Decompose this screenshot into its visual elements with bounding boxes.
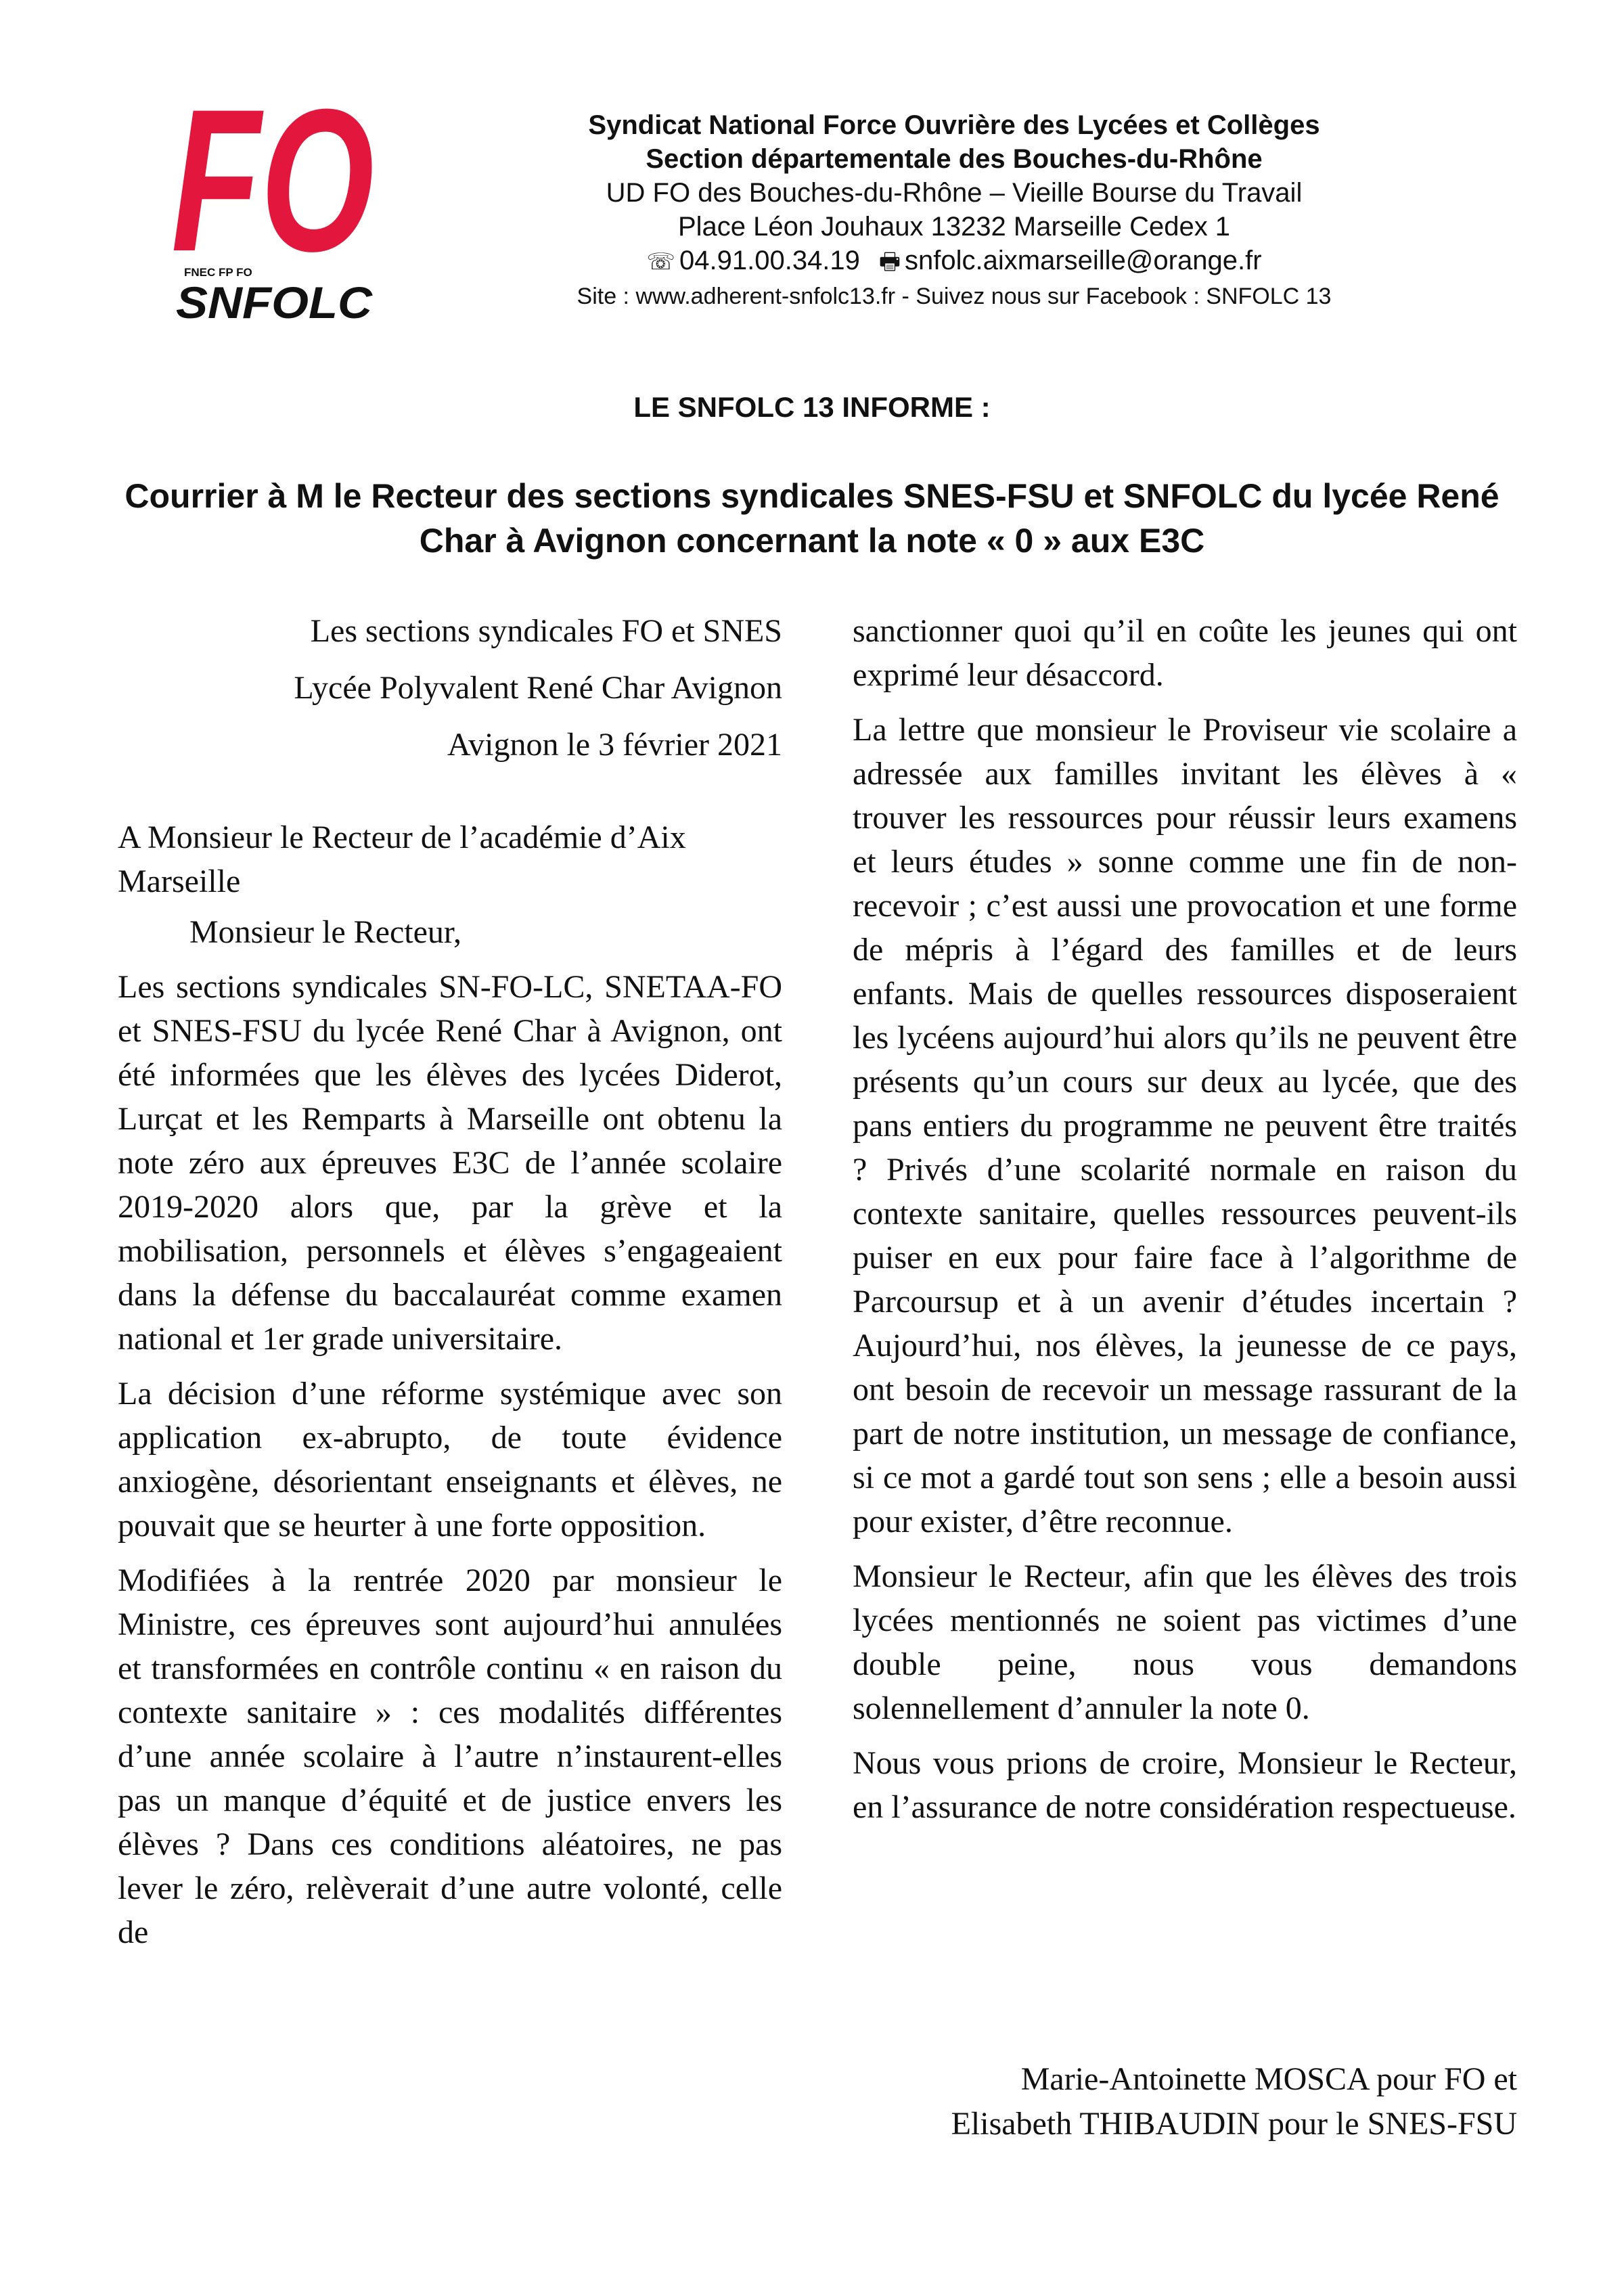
letter-paragraph: La décision d’une réforme systémique avec son application ex-abrupto, de toute évidence anxiogène, désorientant enseignants et élèves, ne pouvait que se heurter à une forte opposition. [118, 1376, 782, 1544]
letter-right-column [853, 609, 1517, 1840]
logo-fnec-text: FNEC FP FO [184, 266, 252, 279]
union-name: Syndicat National Force Ouvrière des Lycées et Collèges [588, 110, 1320, 140]
letter-left-column [118, 609, 782, 1965]
union-address-line2: Place Léon Jouhaux 13232 Marseille Cedex 1 [677, 212, 1231, 242]
contact-line [433, 244, 1475, 279]
fo-snfolc-logo [161, 73, 384, 327]
sender-school: Lycée Polyvalent René Char Avignon [294, 670, 782, 706]
letter-paragraph: Les sections syndicales SN-FO-LC, SNETAA-FO et SNES-FSU du lycée René Char à Avignon, ont été informées que les élèves des lycées Diderot, Lurçat et les Remparts à Marseille ont obtenu la note zéro aux épreuves E3C de l’année scolaire 2019-2020 alors que, par la grève et la mobilisation, personnels et élèves s’engageaient dans la défense du baccalauréat comme examen national et 1er grade universitaire. [118, 969, 782, 1357]
letter-paragraph: La lettre que monsieur le Proviseur vie scolaire a adressée aux familles invitant les élèves à « trouver les ressources pour réussir leurs examens et leurs études » sonne comme une fin de non-recevoir ; c’est aussi une provocation et une forme de mépris à l’égard des familles et de leurs enfants. Mais de quelles ressources disposeraient les lycéens aujourd’hui alors qu’ils ne peuvent être présents qu’un cours sur deux au lycée, que des pans entiers du programme ne peuvent être traités ? Privés d’une scolarité normale en raison du contexte sanitaire, quelles ressources peuvent-ils puiser en eux pour faire face à l’algorithme de Parcoursup et à un avenir d’études incertain ? Aujourd’hui, nos élèves, la jeunesse de ce pays, ont besoin de recevoir un message rassurant de la part de notre institution, un message de confiance, si ce mot a gardé tout son sens ; elle a besoin aussi pour exister, d’être reconnue. [853, 712, 1517, 1539]
sender-line: Les sections syndicales FO et SNES [310, 613, 782, 649]
logo-snfolc-text: SNFOLC [176, 277, 374, 327]
letter-paragraph: sanctionner quoi qu’il en coûte les jeunes qui ont exprimé leur désaccord. [853, 613, 1517, 693]
letter-recipient: A Monsieur le Recteur de l’académie d’Aix Marseille [118, 819, 686, 899]
email-address: snfolc.aixmarseille@orange.fr [905, 246, 1262, 275]
logo-fo-text: FO [171, 73, 374, 294]
letter-paragraph: Nous vous prions de croire, Monsieur le Recteur, en l’assurance de notre considération respectueuse. [853, 1745, 1517, 1825]
letter-greeting: Monsieur le Recteur, [189, 914, 461, 950]
fo-logo-image [161, 73, 384, 327]
letter-sender-block [118, 609, 782, 767]
telephone-icon: ☏ [646, 248, 675, 275]
informe-heading: LE SNFOLC 13 INFORME : [633, 391, 991, 423]
letter-signature [951, 2057, 1517, 2146]
document-title: Courrier à M le Recteur des sections syndicales SNES-FSU et SNFOLC du lycée René Char à Avignon concernant la note « 0 » aux E3C [125, 477, 1499, 560]
printer-icon: 🖶 [878, 248, 901, 275]
union-address-line1: UD FO des Bouches-du-Rhône – Vieille Bourse du Travail [606, 178, 1303, 208]
signature-line-snes: Elisabeth THIBAUDIN pour le SNES-FSU [951, 2106, 1517, 2142]
letter-date: Avignon le 3 février 2021 [447, 727, 782, 763]
signature-line-fo: Marie-Antoinette MOSCA pour FO et [1020, 2061, 1517, 2097]
website-line: Site : www.adherent-snfolc13.fr - Suivez nous sur Facebook : SNFOLC 13 [577, 284, 1332, 309]
letter-paragraph: Monsieur le Recteur, afin que les élèves des trois lycées mentionnés ne soient pas victimes d’une double peine, nous vous demandons solennellement d’annuler la note 0. [853, 1558, 1517, 1726]
union-header [433, 108, 1475, 314]
letter-paragraph: Modifiées à la rentrée 2020 par monsieur le Ministre, ces épreuves sont aujourd’hui annulées et transformées en contrôle continu « en raison du contexte sanitaire » : ces modalités différentes d’une année scolaire à l’autre n’instaurent-elles pas un manque d’équité et de justice envers les élèves ? Dans ces conditions aléatoires, ne pas lever le zéro, relèverait d’une autre volonté, celle de [118, 1562, 782, 1950]
union-section: Section départementale des Bouches-du-Rhône [646, 144, 1263, 174]
phone-number: 04.91.00.34.19 [679, 246, 860, 275]
